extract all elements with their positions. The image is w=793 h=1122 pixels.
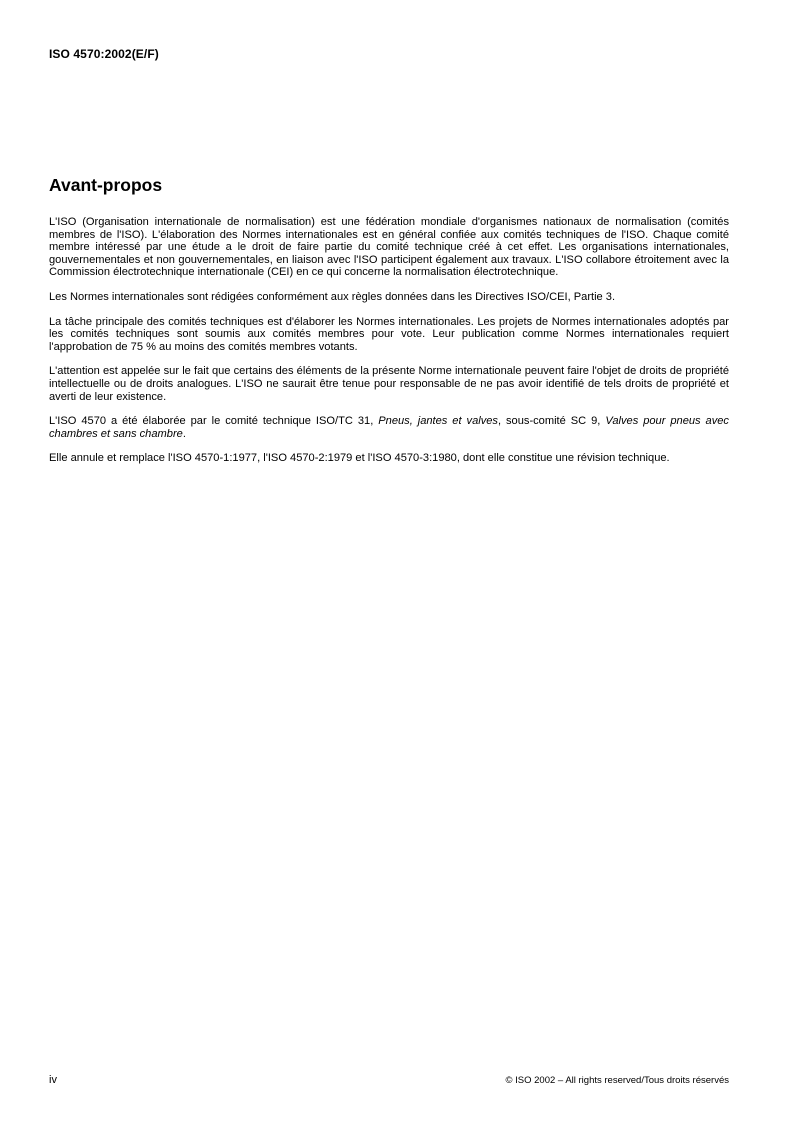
- section-title: Avant-propos: [49, 175, 163, 195]
- paragraph-committee-tasks: La tâche principale des comités techniques est d'élaborer les Normes internationales. Les projets de Normes internationales adoptés par les comités techniques sont soumis aux comités membres pour vote. Leur publication comme Normes internationales requiert l'approbation de 75 % au moins des comités membres votants.: [49, 315, 729, 353]
- paragraph-revision: Elle annule et remplace l'ISO 4570-1:1977, l'ISO 4570-2:1979 et l'ISO 4570-3:1980, dont elle constitue une révision technique.: [49, 452, 670, 465]
- foreword-body: [49, 216, 729, 477]
- page-number: iv: [49, 1074, 57, 1086]
- paragraph-prepared-by: [49, 415, 729, 440]
- prepared-by-text-2: , sous-comité SC 9,: [497, 415, 606, 428]
- prepared-by-text-3: .: [182, 427, 186, 440]
- copyright-notice: © ISO 2002 – All rights reserved/Tous droits réservés: [505, 1075, 729, 1086]
- subcommittee-title: Valves pour pneus avec chambres et sans chambre: [49, 415, 729, 440]
- committee-title: Pneus, jantes et valves: [378, 415, 498, 428]
- document-id: ISO 4570:2002(E/F): [49, 47, 159, 61]
- paragraph-directives: Les Normes internationales sont rédigées conformément aux règles données dans les Directives ISO/CEI, Partie 3.: [49, 290, 616, 303]
- paragraph-iso-organisation: L'ISO (Organisation internationale de normalisation) est une fédération mondiale d'organismes nationaux de normalisation (comités membres de l'ISO). L'élaboration des Normes internationales est en général confiée aux comités techniques de l'ISO. Chaque comité membre intéressé par une étude a le droit de faire partie du comité technique créé à cet effet. Les organisations internationales, gouvernementales et non gouvernementales, en liaison avec l'ISO participent également aux travaux. L'ISO collabore étroitement avec la Commission électrotechnique internationale (CEI) en ce qui concerne la normalisation électrotechnique.: [49, 216, 729, 279]
- prepared-by-text-1: L'ISO 4570 a été élaborée par le comité technique ISO/TC 31,: [49, 415, 379, 428]
- paragraph-patent-rights: L'attention est appelée sur le fait que certains des éléments de la présente Norme internationale peuvent faire l'objet de droits de propriété intellectuelle ou de droits analogues. L'ISO ne saurait être tenue pour responsable de ne pas avoir identifié de tels droits de propriété et averti de leur existence.: [49, 365, 729, 403]
